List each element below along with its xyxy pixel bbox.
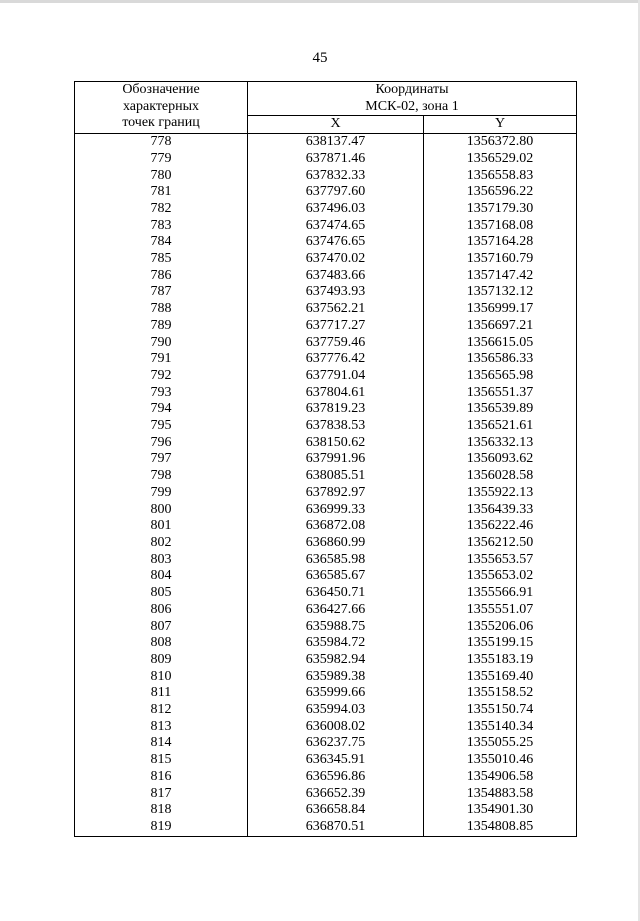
point-id-cell: 801	[75, 518, 248, 535]
point-id-cell: 782	[75, 201, 248, 218]
point-id-cell: 818	[75, 802, 248, 819]
y-coordinate-cell: 1354883.58	[424, 786, 577, 803]
x-coordinate-cell: 636860.99	[248, 535, 424, 552]
table-row	[75, 301, 577, 318]
table-row	[75, 669, 577, 686]
x-coordinate-cell: 636596.86	[248, 769, 424, 786]
x-coordinate-cell: 637991.96	[248, 451, 424, 468]
y-coordinate-cell: 1355653.02	[424, 568, 577, 585]
x-coordinate-cell: 635994.03	[248, 702, 424, 719]
x-coordinate-cell: 636870.51	[248, 819, 424, 836]
point-id-cell: 816	[75, 769, 248, 786]
y-coordinate-cell: 1357168.08	[424, 218, 577, 235]
x-coordinate-cell: 635982.94	[248, 652, 424, 669]
y-coordinate-cell: 1356093.62	[424, 451, 577, 468]
x-coordinate-cell: 637776.42	[248, 351, 424, 368]
point-id-cell: 811	[75, 685, 248, 702]
y-coordinate-cell: 1355653.57	[424, 552, 577, 569]
table-row	[75, 819, 577, 836]
x-coordinate-cell: 638085.51	[248, 468, 424, 485]
table-row	[75, 418, 577, 435]
y-coordinate-cell: 1354901.30	[424, 802, 577, 819]
y-coordinate-cell: 1355140.34	[424, 719, 577, 736]
x-coordinate-cell: 636585.98	[248, 552, 424, 569]
table-row	[75, 451, 577, 468]
y-coordinate-cell: 1355183.19	[424, 652, 577, 669]
point-id-cell: 783	[75, 218, 248, 235]
point-id-cell: 798	[75, 468, 248, 485]
point-id-cell: 780	[75, 168, 248, 185]
y-coordinate-cell: 1357179.30	[424, 201, 577, 218]
y-coordinate-cell: 1356999.17	[424, 301, 577, 318]
point-id-cell: 791	[75, 351, 248, 368]
table-row	[75, 585, 577, 602]
table-row	[75, 318, 577, 335]
y-coordinate-cell: 1356212.50	[424, 535, 577, 552]
x-coordinate-cell: 636345.91	[248, 752, 424, 769]
x-coordinate-cell: 637493.93	[248, 284, 424, 301]
point-id-cell: 784	[75, 234, 248, 251]
y-coordinate-cell: 1355010.46	[424, 752, 577, 769]
x-coordinate-cell: 637832.33	[248, 168, 424, 185]
table-row	[75, 685, 577, 702]
y-coordinate-cell: 1355566.91	[424, 585, 577, 602]
table-row	[75, 184, 577, 201]
point-id-cell: 809	[75, 652, 248, 669]
x-coordinate-cell: 637470.02	[248, 251, 424, 268]
point-id-cell: 805	[75, 585, 248, 602]
x-coordinate-cell: 637791.04	[248, 368, 424, 385]
x-coordinate-cell: 637496.03	[248, 201, 424, 218]
point-id-cell: 803	[75, 552, 248, 569]
y-coordinate-cell: 1355169.40	[424, 669, 577, 686]
table-row	[75, 335, 577, 352]
table-row	[75, 151, 577, 168]
x-coordinate-cell: 637819.23	[248, 401, 424, 418]
table-row	[75, 786, 577, 803]
point-id-cell: 778	[75, 134, 248, 151]
x-coordinate-cell: 636427.66	[248, 602, 424, 619]
point-id-cell: 790	[75, 335, 248, 352]
table-row	[75, 435, 577, 452]
point-id-cell: 796	[75, 435, 248, 452]
y-coordinate-cell: 1355206.06	[424, 619, 577, 636]
point-id-cell: 788	[75, 301, 248, 318]
table-row	[75, 251, 577, 268]
x-coordinate-cell: 636999.33	[248, 502, 424, 519]
coordinates-table	[74, 81, 577, 837]
x-coordinate-cell: 636872.08	[248, 518, 424, 535]
x-coordinate-cell: 635989.38	[248, 669, 424, 686]
table-row	[75, 268, 577, 285]
table-row	[75, 485, 577, 502]
point-id-cell: 787	[75, 284, 248, 301]
table-row	[75, 735, 577, 752]
point-id-cell: 808	[75, 635, 248, 652]
point-id-cell: 785	[75, 251, 248, 268]
table-row	[75, 702, 577, 719]
point-id-cell: 819	[75, 819, 248, 836]
x-coordinate-cell: 637562.21	[248, 301, 424, 318]
y-coordinate-cell: 1356529.02	[424, 151, 577, 168]
table-row	[75, 619, 577, 636]
y-coordinate-cell: 1356028.58	[424, 468, 577, 485]
x-coordinate-cell: 635999.66	[248, 685, 424, 702]
x-coordinate-cell: 637759.46	[248, 335, 424, 352]
y-coordinate-cell: 1355922.13	[424, 485, 577, 502]
x-coordinate-cell: 638150.62	[248, 435, 424, 452]
point-id-cell: 810	[75, 669, 248, 686]
table-row	[75, 351, 577, 368]
x-coordinate-cell: 638137.47	[248, 134, 424, 151]
x-coordinate-cell: 635984.72	[248, 635, 424, 652]
x-column-header: X	[248, 116, 424, 134]
table-row	[75, 368, 577, 385]
y-coordinate-cell: 1356539.89	[424, 401, 577, 418]
page-number: 45	[312, 50, 328, 66]
table-row	[75, 284, 577, 301]
y-coordinate-cell: 1356332.13	[424, 435, 577, 452]
point-id-cell: 799	[75, 485, 248, 502]
y-coordinate-cell: 1354906.58	[424, 769, 577, 786]
y-coordinate-cell: 1356697.21	[424, 318, 577, 335]
y-coordinate-cell: 1356615.05	[424, 335, 577, 352]
point-id-cell: 794	[75, 401, 248, 418]
x-coordinate-cell: 636237.75	[248, 735, 424, 752]
x-coordinate-cell: 637474.65	[248, 218, 424, 235]
x-coordinate-cell: 637717.27	[248, 318, 424, 335]
scan-top-edge	[0, 0, 640, 3]
x-coordinate-cell: 637797.60	[248, 184, 424, 201]
y-coordinate-cell: 1356586.33	[424, 351, 577, 368]
y-coordinate-cell: 1355150.74	[424, 702, 577, 719]
table-row	[75, 518, 577, 535]
table-row	[75, 401, 577, 418]
table-row	[75, 201, 577, 218]
point-id-cell: 779	[75, 151, 248, 168]
x-coordinate-cell: 637838.53	[248, 418, 424, 435]
point-id-cell: 793	[75, 385, 248, 402]
x-coordinate-cell: 636450.71	[248, 585, 424, 602]
y-coordinate-cell: 1355055.25	[424, 735, 577, 752]
table-row	[75, 652, 577, 669]
x-coordinate-cell: 637483.66	[248, 268, 424, 285]
point-id-cell: 815	[75, 752, 248, 769]
x-coordinate-cell: 636658.84	[248, 802, 424, 819]
x-coordinate-cell: 637871.46	[248, 151, 424, 168]
y-coordinate-cell: 1357147.42	[424, 268, 577, 285]
y-coordinate-cell: 1356565.98	[424, 368, 577, 385]
y-coordinate-cell: 1356596.22	[424, 184, 577, 201]
point-id-cell: 813	[75, 719, 248, 736]
point-id-cell: 797	[75, 451, 248, 468]
table-row	[75, 568, 577, 585]
y-coordinate-cell: 1356521.61	[424, 418, 577, 435]
table-row	[75, 635, 577, 652]
y-coordinate-cell: 1356551.37	[424, 385, 577, 402]
point-id-cell: 786	[75, 268, 248, 285]
table-row	[75, 602, 577, 619]
y-coordinate-cell: 1355199.15	[424, 635, 577, 652]
y-coordinate-cell: 1356222.46	[424, 518, 577, 535]
table-row	[75, 552, 577, 569]
x-coordinate-cell: 636652.39	[248, 786, 424, 803]
table-row	[75, 802, 577, 819]
y-coordinate-cell: 1356439.33	[424, 502, 577, 519]
y-coordinate-cell: 1356372.80	[424, 134, 577, 151]
table-row	[75, 234, 577, 251]
table-row	[75, 218, 577, 235]
x-coordinate-cell: 637476.65	[248, 234, 424, 251]
y-coordinate-cell: 1355551.07	[424, 602, 577, 619]
table-header	[75, 82, 577, 134]
table-row	[75, 134, 577, 151]
table-row	[75, 769, 577, 786]
point-id-cell: 812	[75, 702, 248, 719]
point-id-cell: 817	[75, 786, 248, 803]
coordinates-header: Координаты МСК-02, зона 1	[248, 82, 577, 116]
point-id-cell: 814	[75, 735, 248, 752]
x-coordinate-cell: 635988.75	[248, 619, 424, 636]
point-id-cell: 804	[75, 568, 248, 585]
y-coordinate-cell: 1354808.85	[424, 819, 577, 836]
y-coordinate-cell: 1355158.52	[424, 685, 577, 702]
table-body	[75, 134, 577, 837]
y-coordinate-cell: 1357164.28	[424, 234, 577, 251]
table-row	[75, 752, 577, 769]
y-coordinate-cell: 1357160.79	[424, 251, 577, 268]
table-row	[75, 168, 577, 185]
y-coordinate-cell: 1356558.83	[424, 168, 577, 185]
x-coordinate-cell: 637892.97	[248, 485, 424, 502]
x-coordinate-cell: 636008.02	[248, 719, 424, 736]
point-id-cell: 800	[75, 502, 248, 519]
point-id-cell: 795	[75, 418, 248, 435]
point-designation-header: Обозначение характерных точек границ	[75, 82, 248, 134]
table-row	[75, 719, 577, 736]
table-row	[75, 468, 577, 485]
table-row	[75, 535, 577, 552]
table-row	[75, 385, 577, 402]
point-id-cell: 807	[75, 619, 248, 636]
y-column-header: Y	[424, 116, 577, 134]
y-coordinate-cell: 1357132.12	[424, 284, 577, 301]
point-id-cell: 792	[75, 368, 248, 385]
table-row	[75, 502, 577, 519]
point-id-cell: 802	[75, 535, 248, 552]
point-id-cell: 781	[75, 184, 248, 201]
x-coordinate-cell: 636585.67	[248, 568, 424, 585]
point-id-cell: 806	[75, 602, 248, 619]
point-id-cell: 789	[75, 318, 248, 335]
x-coordinate-cell: 637804.61	[248, 385, 424, 402]
